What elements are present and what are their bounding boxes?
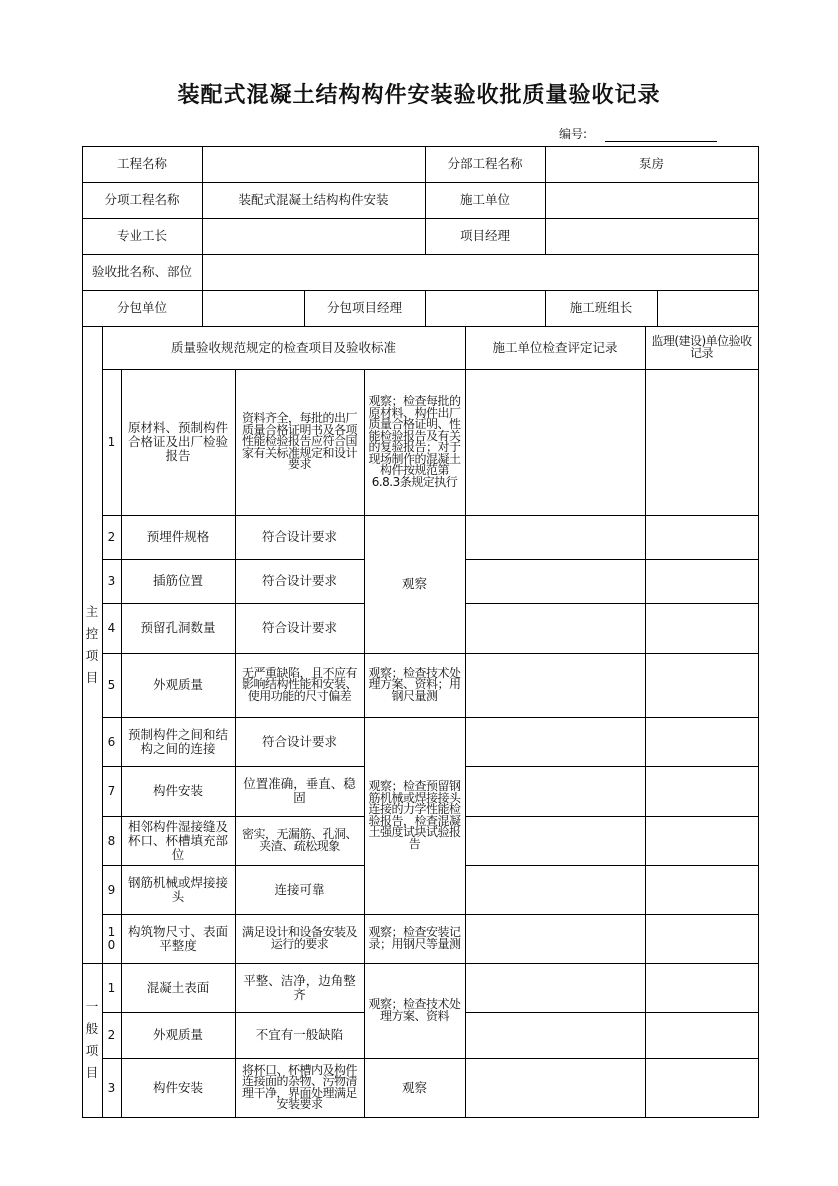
grid-line [465, 766, 759, 767]
grid-line [545, 290, 546, 327]
inspection-method: 观察；检查每批的原材料、构件出厂质量合格证明、性能检验报告及有关的复验报告；对于现场制作的混凝土构件按规范第6.8.3条规定执行 [368, 394, 461, 489]
supervisor-record-field[interactable] [645, 1058, 758, 1117]
construction-unit-label: 施工单位 [459, 192, 510, 207]
general-section-label [82, 963, 102, 1117]
grid-line [82, 254, 759, 255]
grid-line [364, 914, 466, 915]
construction-record-field[interactable] [465, 369, 645, 515]
check-item: 预留孔洞数量 [140, 620, 216, 635]
grid-line [364, 515, 466, 516]
grid-line [364, 1058, 466, 1059]
acceptance-standard: 资料齐全，每批的出厂质量合格证明书及各项性能检验报告应符合国家有关标准规定和设计要求 [241, 411, 357, 472]
supervisor-record-column-header: 监理(建设)单位验收记录 [651, 334, 752, 360]
grid-line [425, 290, 426, 327]
construction-record-field[interactable] [465, 717, 645, 766]
construction-record-field[interactable] [465, 559, 645, 603]
section-label-char: 项 [85, 647, 99, 663]
grid-line [102, 326, 103, 1118]
standard-column-header: 质量验收规范规定的检查项目及验收标准 [170, 339, 396, 355]
row-number: 1 [107, 435, 116, 449]
row-number: 2 [107, 530, 116, 544]
acceptance-standard: 连接可靠 [274, 881, 325, 897]
construction-unit-field[interactable] [545, 182, 758, 218]
construction-record-field[interactable] [465, 653, 645, 717]
check-item: 外观质量 [152, 677, 203, 692]
main-control-section-label [82, 326, 102, 963]
general-section-label-text [86, 996, 99, 1084]
construction-record-field[interactable] [465, 766, 645, 816]
batch-name-field[interactable] [202, 254, 758, 290]
code-label: 编号: [559, 127, 588, 141]
row-number [102, 914, 121, 963]
supervisor-record-field[interactable] [645, 515, 758, 559]
check-item: 混凝土表面 [146, 979, 210, 995]
acceptance-standard: 平整、洁净，边角整齐 [243, 972, 356, 1002]
grid-line [364, 653, 466, 654]
inspection-method: 观察；检查技术处理方案、资料 [368, 997, 461, 1023]
grid-line [545, 146, 546, 255]
sub-manager-field[interactable] [425, 290, 545, 326]
construction-record-field[interactable] [465, 914, 645, 963]
check-item: 构筑物尺寸、表面平整度 [127, 923, 228, 953]
grid-line [465, 717, 759, 718]
check-item: 构件安装 [152, 1079, 203, 1095]
grid-line [102, 369, 759, 370]
division-name-field[interactable]: 泵房 [638, 156, 664, 171]
grid-line [465, 559, 759, 560]
supervisor-record-field[interactable] [645, 1012, 758, 1058]
grid-line [364, 369, 365, 1118]
grid-line [102, 559, 365, 560]
grid-line [364, 717, 466, 718]
construction-record-field[interactable] [465, 816, 645, 865]
section-label-char: 项 [85, 1043, 99, 1058]
acceptance-standard: 符合设计要求 [261, 573, 337, 588]
grid-line [102, 914, 365, 915]
row-number: 8 [107, 833, 116, 848]
grid-line [304, 290, 305, 327]
acceptance-standard: 密实，无漏筋、孔洞、夹渣、疏松现象 [241, 827, 357, 853]
project-name-field[interactable] [202, 146, 425, 182]
section-label-char: 目 [85, 669, 99, 685]
grid-line [82, 182, 759, 183]
supervisor-record-field[interactable] [645, 963, 758, 1012]
grid-line [102, 766, 365, 767]
grid-line [82, 146, 759, 147]
subitem-name-field[interactable]: 装配式混凝土结构构件安装 [238, 192, 389, 207]
row-number: 4 [107, 621, 116, 635]
supervisor-record-field[interactable] [645, 865, 758, 914]
check-item: 钢筋机械或焊接接头 [127, 874, 228, 904]
supervisor-record-field[interactable] [645, 369, 758, 515]
section-label-char: 般 [85, 1021, 99, 1036]
supervisor-record-field[interactable] [645, 603, 758, 653]
division-name-label: 分部工程名称 [447, 156, 523, 171]
subitem-name-label: 分项工程名称 [104, 192, 180, 207]
grid-line [102, 515, 365, 516]
supervisor-record-field[interactable] [645, 914, 758, 963]
grid-line [102, 653, 365, 654]
grid-line [657, 290, 658, 327]
inspection-method: 观察；检查技术处理方案、资料；用钢尺量测 [368, 665, 461, 703]
grid-line [102, 717, 365, 718]
acceptance-standard: 不宜有一般缺陷 [255, 1027, 344, 1042]
subcontractor-label: 分包单位 [116, 300, 167, 315]
grid-line [102, 816, 365, 817]
grid-line [425, 146, 426, 255]
grid-line [102, 603, 365, 604]
row-number: 2 [107, 1028, 116, 1042]
inspection-method: 观察 [401, 576, 427, 591]
check-item: 原材料、预制构件合格证及出厂检验报告 [127, 420, 228, 463]
row-number: 1 [107, 980, 116, 995]
row-number-digit: 1 [107, 924, 116, 939]
section-label-char: 一 [85, 999, 99, 1014]
section-label-char: 控 [85, 625, 99, 641]
inspection-method: 观察；检查安装记录；用钢尺等量测 [368, 925, 461, 951]
supervisor-record-field[interactable] [645, 653, 758, 717]
row-number: 7 [107, 784, 116, 798]
grid-line [465, 1058, 759, 1059]
grid-line [82, 218, 759, 219]
main-control-section-label-text [86, 601, 99, 689]
construction-record-column-header: 施工单位检查评定记录 [492, 339, 618, 355]
foreman-field[interactable] [202, 218, 425, 254]
grid-line [465, 1012, 759, 1013]
supervisor-record-field[interactable] [645, 717, 758, 766]
acceptance-standard: 将杯口、杯槽内及构件连接面的杂物、污物清理干净，界面处理满足安装要求 [241, 1062, 357, 1111]
project-name-label: 工程名称 [116, 156, 167, 171]
grid-line [465, 653, 759, 654]
check-item: 构件安装 [152, 783, 203, 798]
row-number: 6 [107, 734, 116, 749]
project-manager-field[interactable] [545, 218, 758, 254]
row-number: 3 [107, 574, 116, 588]
construction-record-field[interactable] [465, 865, 645, 914]
row-number: 3 [107, 1080, 116, 1095]
construction-record-field[interactable] [465, 963, 645, 1012]
grid-line [82, 963, 759, 964]
check-item: 预埋件规格 [146, 529, 210, 544]
check-item: 相邻构件湿接缝及杯口、杯槽填充部位 [127, 818, 228, 862]
section-label-char: 目 [85, 1065, 99, 1080]
acceptance-standard: 无严重缺陷，且不应有影响结构性能和安装、使用功能的尺寸偏差 [241, 665, 357, 703]
code-field[interactable] [605, 141, 717, 142]
check-item: 外观质量 [152, 1027, 203, 1042]
project-manager-label: 项目经理 [459, 228, 510, 243]
acceptance-standard: 满足设计和设备安装及运行的要求 [241, 925, 357, 951]
grid-line [645, 326, 646, 1118]
inspection-method: 观察 [401, 1079, 427, 1095]
acceptance-standard: 符合设计要求 [261, 733, 337, 749]
supervisor-record-field[interactable] [645, 559, 758, 603]
construction-record-field[interactable] [465, 1012, 645, 1058]
grid-line [102, 865, 365, 866]
check-item: 预制构件之间和结构之间的连接 [127, 726, 228, 756]
grid-line [465, 816, 759, 817]
row-number: 9 [107, 882, 116, 897]
acceptance-standard: 符合设计要求 [261, 529, 337, 544]
row-number-digit: 0 [107, 937, 116, 952]
grid-line [235, 369, 236, 1118]
acceptance-standard: 位置准确，垂直、稳固 [243, 776, 356, 805]
inspection-method: 观察；检查预留钢筋机械或焊接接头连接的力学性能检验报告，检查混凝土强度试块试验报告 [368, 779, 461, 851]
grid-line [465, 865, 759, 866]
grid-line [465, 603, 759, 604]
acceptance-standard: 符合设计要求 [261, 620, 337, 635]
construction-record-field[interactable] [465, 515, 645, 559]
grid-line [82, 1117, 759, 1118]
batch-name-label: 验收批名称、部位 [91, 264, 192, 279]
grid-line [102, 1012, 365, 1013]
grid-line [465, 326, 466, 1118]
row-number: 5 [107, 678, 116, 692]
sub-manager-label: 分包项目经理 [326, 300, 402, 315]
grid-line [758, 146, 759, 1118]
supervisor-record-field[interactable] [645, 766, 758, 816]
grid-line [202, 146, 203, 327]
page-title: 装配式混凝土结构构件安装验收批质量验收记录 [177, 83, 661, 108]
check-item: 插筋位置 [152, 573, 203, 588]
supervisor-record-field[interactable] [645, 816, 758, 865]
foreman-label: 专业工长 [116, 228, 167, 243]
grid-line [465, 914, 759, 915]
section-label-char: 主 [85, 603, 99, 619]
construction-record-field[interactable] [465, 603, 645, 653]
grid-line [465, 515, 759, 516]
subcontractor-field[interactable] [202, 290, 304, 326]
team-leader-field[interactable] [657, 290, 758, 326]
grid-line [102, 1058, 365, 1059]
grid-line [82, 146, 83, 1118]
construction-record-field[interactable] [465, 1058, 645, 1117]
team-leader-label: 施工班组长 [569, 300, 633, 315]
grid-line [121, 369, 122, 1118]
